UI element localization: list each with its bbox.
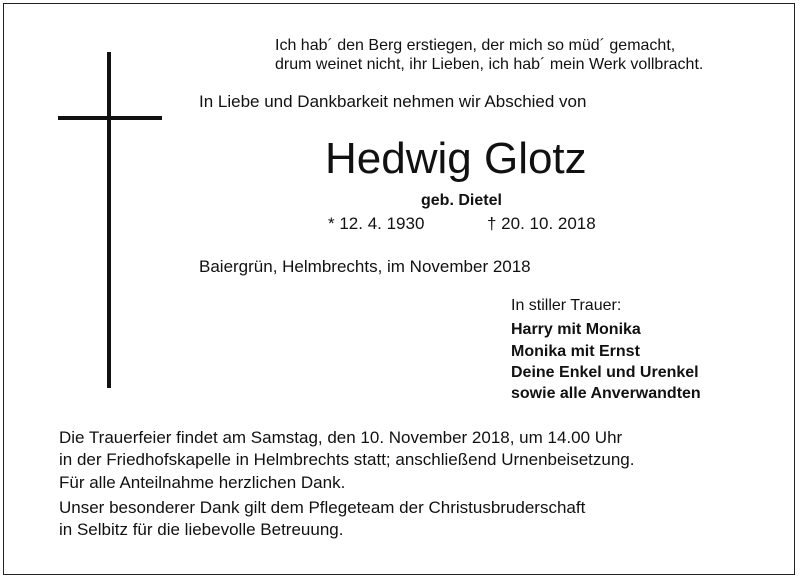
mourner-name: Harry mit Monika: [511, 321, 641, 338]
funeral-info-line-1: Die Trauerfeier findet am Samstag, den 10. November 2018, um 14.00 Uhr: [59, 428, 623, 447]
thanks-line: Für alle Anteilnahme herzlichen Dank.: [59, 473, 346, 492]
birth-date: * 12. 4. 1930: [328, 214, 425, 233]
mourner-name: sowie alle Anverwandten: [511, 385, 701, 402]
cross-horizontal-bar: [58, 116, 162, 120]
poem-line-2: drum weinet nicht, ihr Lieben, ich hab´ mein Werk vollbracht.: [275, 56, 704, 73]
mourner-name: Monika mit Ernst: [511, 343, 640, 360]
poem-line-1: Ich hab´ den Berg erstiegen, der mich so müd´ gemacht,: [275, 37, 676, 54]
mourners-heading: In stiller Trauer:: [511, 297, 622, 314]
death-date: † 20. 10. 2018: [487, 214, 596, 233]
special-thanks-line-2: in Selbitz für die liebevolle Betreuung.: [59, 520, 344, 539]
mourner-name: Deine Enkel und Urenkel: [511, 364, 699, 381]
funeral-info-line-2: in der Friedhofskapelle in Helmbrechts statt; anschließend Urnenbeisetzung.: [59, 450, 635, 469]
cross-vertical-bar: [107, 52, 111, 388]
special-thanks-line-1: Unser besonderer Dank gilt dem Pflegeteam der Christusbruderschaft: [59, 498, 586, 517]
maiden-name: geb. Dietel: [421, 192, 502, 209]
deceased-name: Hedwig Glotz: [325, 134, 587, 183]
place-date: Baiergrün, Helmbrechts, im November 2018: [199, 257, 531, 276]
farewell-intro: In Liebe und Dankbarkeit nehmen wir Abschied von: [199, 92, 587, 111]
